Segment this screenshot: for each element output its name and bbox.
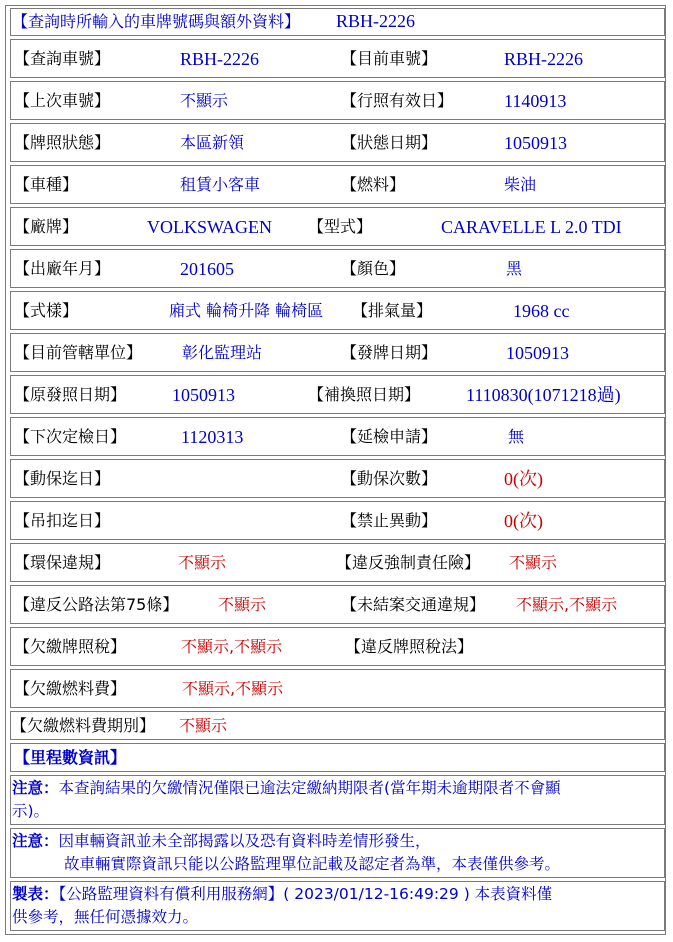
info-row — [10, 207, 665, 246]
row-label: 【違反牌照稅法】 — [345, 637, 474, 656]
footer-text — [12, 883, 552, 929]
fuel-period-value: 不顯示 — [179, 716, 228, 735]
note-head: 注意： — [12, 779, 59, 797]
note-line: 故車輛實際資訊只能以公路監理單位記載及認定者為準，本表僅供參考。 — [64, 855, 561, 873]
info-row — [10, 417, 665, 456]
query-header-row — [10, 8, 665, 36]
row-label: 【吊扣迄日】 — [14, 511, 111, 530]
row-value: 無 — [508, 427, 525, 446]
row-value: 不顯示 — [180, 91, 229, 110]
info-row — [10, 249, 665, 288]
row-label: 【上次車號】 — [14, 91, 111, 110]
row-label: 【動保次數】 — [341, 469, 438, 488]
row-value: 0(次) — [504, 511, 543, 531]
row-value: 不顯示,不顯示 — [182, 679, 284, 698]
row-value: 不顯示,不顯示 — [181, 637, 283, 656]
row-label: 【未結案交通違規】 — [341, 595, 486, 614]
info-row — [10, 627, 665, 666]
fuel-period-row — [10, 711, 665, 740]
query-header-value: RBH-2226 — [336, 11, 416, 31]
row-value: CARAVELLE L 2.0 TDI — [441, 217, 622, 237]
info-row — [10, 333, 665, 372]
row-label: 【動保迄日】 — [14, 469, 111, 488]
query-header-label: 【查詢時所輸入的車牌號碼與額外資料】 — [12, 12, 301, 31]
row-value: 1050913 — [506, 343, 569, 363]
note-head: 注意： — [12, 832, 59, 850]
row-value: 1050913 — [172, 385, 235, 405]
footer-row — [10, 881, 665, 931]
row-value: RBH-2226 — [180, 49, 260, 69]
note-line: 因車輛資訊並未全部揭露以及恐有資料時差情形發生， — [58, 832, 431, 850]
row-label: 【下次定檢日】 — [14, 427, 127, 446]
row-value: VOLKSWAGEN — [147, 217, 272, 237]
row-value: 1120313 — [181, 427, 244, 447]
row-label: 【式樣】 — [14, 301, 79, 320]
info-row — [10, 123, 665, 162]
info-row — [10, 459, 665, 498]
info-row — [10, 585, 665, 624]
row-label: 【顏色】 — [341, 259, 406, 278]
row-value: 廂式 輪椅升降 輪椅區 — [169, 301, 324, 320]
row-value: 不顯示 — [218, 595, 267, 614]
row-label: 【違反強制責任險】 — [336, 553, 481, 572]
note-row — [10, 775, 665, 825]
mileage-label: 【里程數資訊】 — [14, 748, 127, 767]
row-label: 【違反公路法第75條】 — [14, 595, 179, 614]
row-label: 【禁止異動】 — [341, 511, 438, 530]
info-row — [10, 501, 665, 540]
footer-line: 供參考，無任何憑據效力。 — [12, 908, 199, 926]
footer-head: 製表： — [12, 885, 59, 903]
row-label: 【環保違規】 — [14, 553, 111, 572]
row-label: 【燃料】 — [341, 175, 406, 194]
row-value: 1140913 — [504, 91, 567, 111]
info-row — [10, 669, 665, 708]
row-value: 不顯示 — [178, 553, 227, 572]
info-row — [10, 81, 665, 120]
row-label: 【型式】 — [308, 217, 373, 236]
row-value: 租賃小客車 — [180, 175, 261, 194]
note-line: 示)。 — [12, 802, 50, 820]
row-value: 黑 — [506, 259, 523, 278]
row-value: 201605 — [180, 259, 234, 279]
fuel-period-label: 【欠繳燃料費期別】 — [11, 716, 156, 735]
row-value: 不顯示,不顯示 — [516, 595, 618, 614]
row-label: 【發牌日期】 — [341, 343, 438, 362]
note-text — [12, 830, 560, 876]
row-value: 不顯示 — [509, 553, 558, 572]
row-label: 【目前管轄單位】 — [14, 343, 143, 362]
info-row — [10, 543, 665, 582]
note-row — [10, 828, 665, 878]
row-label: 【查詢車號】 — [14, 49, 111, 68]
row-label: 【出廠年月】 — [14, 259, 111, 278]
row-label: 【廠牌】 — [14, 217, 79, 236]
row-value: 0(次) — [504, 469, 543, 489]
row-value: 彰化監理站 — [182, 343, 263, 362]
info-row — [10, 291, 665, 330]
note-line: 本查詢結果的欠繳情況僅限已逾法定繳納期限者(當年期未逾期限者不會顯 — [58, 779, 561, 797]
row-value: RBH-2226 — [504, 49, 584, 69]
row-label: 【目前車號】 — [341, 49, 438, 68]
note-text — [12, 777, 561, 823]
row-value: 本區新領 — [180, 133, 245, 152]
row-label: 【排氣量】 — [352, 301, 433, 320]
mileage-row — [10, 743, 665, 772]
row-label: 【狀態日期】 — [341, 133, 438, 152]
row-label: 【車種】 — [14, 175, 79, 194]
row-value: 柴油 — [504, 175, 537, 194]
row-label: 【欠繳牌照稅】 — [14, 637, 127, 656]
row-label: 【原發照日期】 — [14, 385, 127, 404]
row-label: 【行照有效日】 — [341, 91, 454, 110]
info-row — [10, 39, 665, 78]
footer-line: 【公路監理資料有償利用服務網】( 2023/01/12-16:49:29 ) 本表資料僅 — [58, 885, 553, 903]
row-label: 【延檢申請】 — [341, 427, 438, 446]
row-value: 1050913 — [504, 133, 567, 153]
info-row — [10, 165, 665, 204]
row-value: 1110830(1071218過) — [466, 385, 621, 405]
row-label: 【牌照狀態】 — [14, 133, 111, 152]
row-value: 1968 cc — [513, 301, 570, 321]
row-label: 【補換照日期】 — [308, 385, 421, 404]
row-label: 【欠繳燃料費】 — [14, 679, 127, 698]
info-row — [10, 375, 665, 414]
